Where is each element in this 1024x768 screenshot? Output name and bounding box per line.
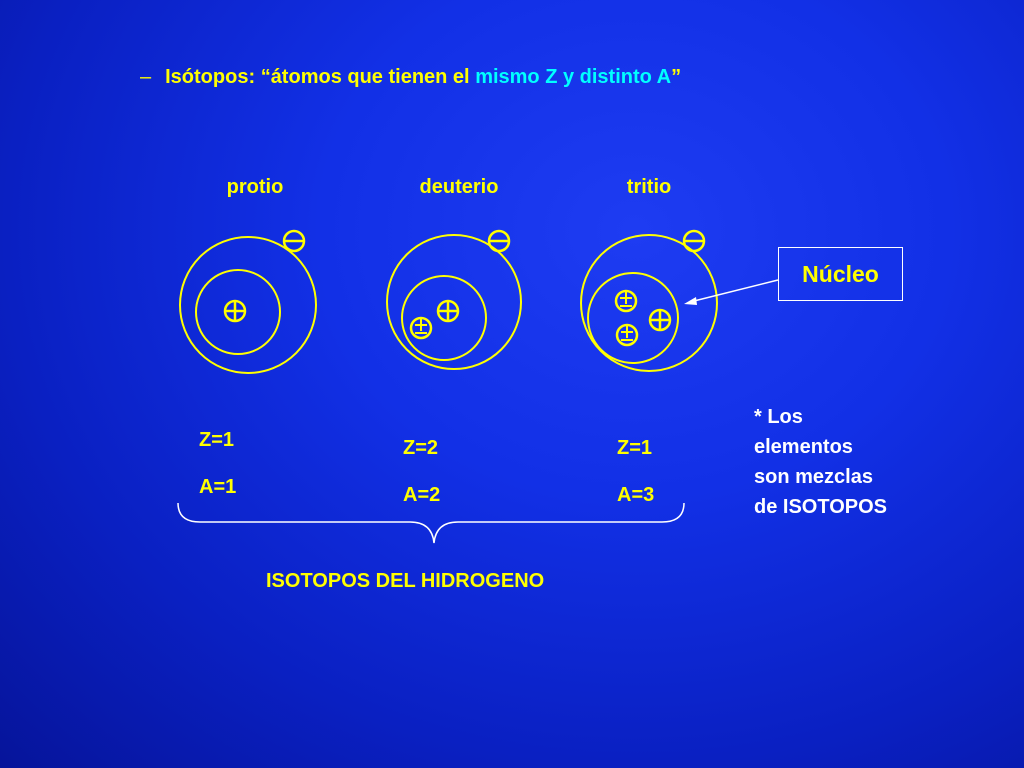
deuterio-a: A=2 xyxy=(403,484,441,506)
callout-arrow xyxy=(684,280,778,305)
group-label: ISOTOPOS DEL HIDROGENO xyxy=(266,570,545,592)
title-suffix: ” xyxy=(671,66,682,88)
note-line-3: son mezclas xyxy=(754,466,873,488)
note-line-1: * Los xyxy=(754,406,803,428)
neutron-icon xyxy=(617,325,637,345)
nucleo-label: Núcleo xyxy=(802,260,879,287)
atom-name-protio: protio xyxy=(226,176,284,198)
electron-icon xyxy=(489,231,509,251)
atom-name-tritio: tritio xyxy=(626,176,672,198)
note-line-4: de ISOTOPOS xyxy=(754,496,887,518)
title-bullet: – xyxy=(140,66,152,88)
atom-name-deuterio: deuterio xyxy=(419,176,499,198)
note-line-2: elementos xyxy=(754,436,853,458)
tritio-a: A=3 xyxy=(617,484,655,506)
nucleus-ring xyxy=(402,276,486,360)
electron-icon xyxy=(684,231,704,251)
title-prefix: Isótopos: xyxy=(165,66,256,88)
title-highlight: mismo Z y distinto A xyxy=(475,66,672,88)
protio-z: Z=1 xyxy=(199,429,235,451)
nucleo-callout-box xyxy=(778,247,903,301)
group-brace xyxy=(178,503,684,543)
deuterio-z: Z=2 xyxy=(403,437,439,459)
proton-icon xyxy=(650,310,670,330)
tritio-z: Z=1 xyxy=(617,437,653,459)
proton-icon xyxy=(225,301,245,321)
protio-a: A=1 xyxy=(199,476,237,498)
proton-icon xyxy=(438,301,458,321)
neutron-icon xyxy=(616,291,636,311)
isotope-note xyxy=(754,402,954,522)
electron-icon xyxy=(284,231,304,251)
nucleus-ring xyxy=(588,273,678,363)
atom-protio xyxy=(180,231,316,373)
title-middle: “átomos que tienen el xyxy=(260,66,470,88)
atom-deuterio xyxy=(387,231,521,369)
neutron-icon xyxy=(411,318,431,338)
